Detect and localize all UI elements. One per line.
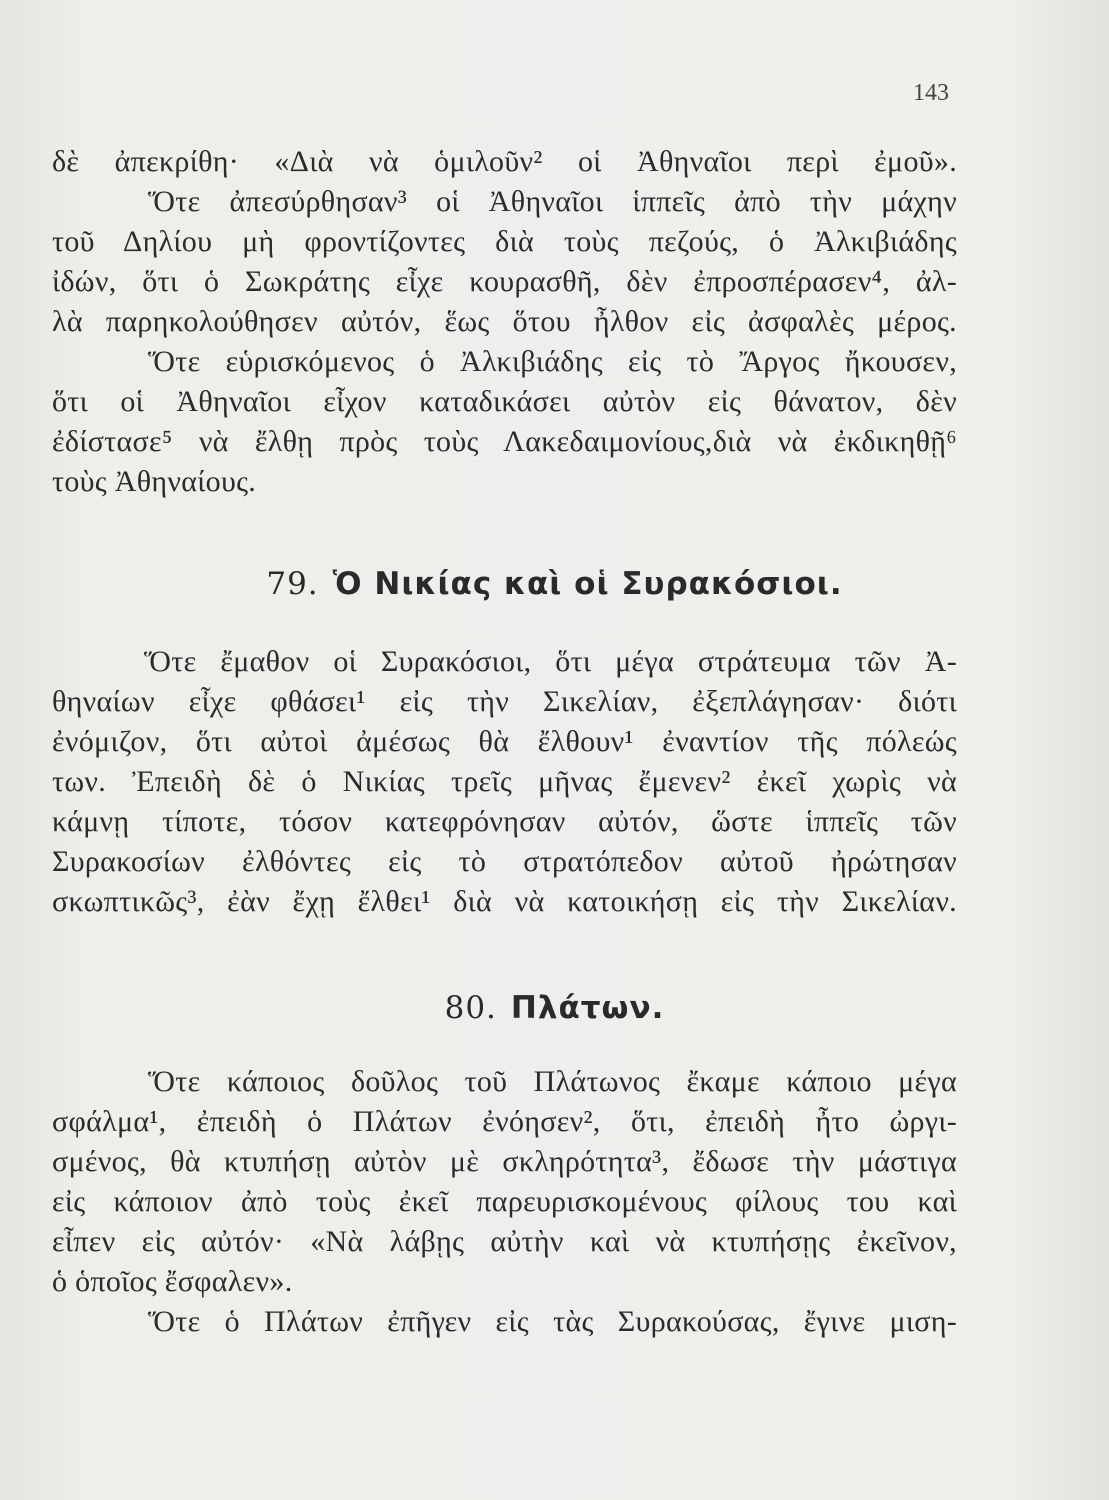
text-line: Συρακοσίων ἐλθόντες εἰς τὸ στρατόπεδον αὐτοῦ ἠρώτησαν xyxy=(52,845,957,878)
text-line: τοῦ Δηλίου μὴ φροντίζοντες διὰ τοὺς πεζούς, ὁ Ἀλκιβιάδης xyxy=(52,225,957,258)
text-line: σμένος, θὰ κτυπήσῃ αὐτὸν μὲ σκληρότητα³, ἔδωσε τὴν μάστιγα xyxy=(52,1145,957,1178)
text-line: κάμνῃ τίποτε, τόσον κατεφρόνησαν αὐτόν, ὥστε ἱππεῖς τῶν xyxy=(52,805,957,838)
text-line: εἰς κάποιον ἀπὸ τοὺς ἐκεῖ παρευρισκομένους φίλους του καὶ xyxy=(52,1185,957,1218)
text-line: Ὅτε κάποιος δοῦλος τοῦ Πλάτωνος ἔκαμε κάποιο μέγα xyxy=(148,1065,957,1098)
text-line: εἶπεν εἰς αὐτόν· «Νὰ λάβῃς αὐτὴν καὶ νὰ κτυπήσῃς ἐκεῖνον, xyxy=(52,1225,957,1258)
text-line: Ὅτε ἔμαθον οἱ Συρακόσιοι, ὅτι μέγα στράτευμα τῶν Ἀ- xyxy=(144,645,957,678)
section-number: 79. xyxy=(266,566,319,602)
text-line: τοὺς Ἀθηναίους. xyxy=(52,465,257,498)
text-line: σκωπτικῶς³, ἐὰν ἔχῃ ἔλθει¹ διὰ νὰ κατοικήσῃ εἰς τὴν Σικελίαν. xyxy=(52,885,957,918)
text-line: Ὅτε ὁ Πλάτων ἐπῆγεν εἰς τὰς Συρακούσας, ἔγινε μιση- xyxy=(148,1305,957,1338)
text-line: Ὅτε εὑρισκόμενος ὁ Ἀλκιβιάδης εἰς τὸ Ἄργος ἤκουσεν, xyxy=(148,345,957,378)
section-heading xyxy=(0,564,1109,604)
text-line: σφάλμα¹, ἐπειδὴ ὁ Πλάτων ἐνόησεν², ὅτι, ἐπειδὴ ἦτο ὠργι- xyxy=(52,1105,957,1138)
text-line: ὅτι οἱ Ἀθηναῖοι εἶχον καταδικάσει αὐτὸν εἰς θάνατον, δὲν xyxy=(52,385,957,418)
text-line: ἐδίστασε⁵ νὰ ἔλθῃ πρὸς τοὺς Λακεδαιμονίους,διὰ νὰ ἐκδικηθῇ⁶ xyxy=(52,425,957,458)
text-line: Ὅτε ἀπεσύρθησαν³ οἱ Ἀθηναῖοι ἱππεῖς ἀπὸ τὴν μάχην xyxy=(148,185,957,218)
section-heading xyxy=(0,988,1109,1028)
text-line: ὁ ὁποῖος ἔσφαλεν». xyxy=(52,1265,293,1298)
page-number: 143 xyxy=(913,80,949,106)
text-line: δὲ ἀπεκρίθη· «Διὰ νὰ ὁμιλοῦν² οἱ Ἀθηναῖοι περὶ ἐμοῦ». xyxy=(52,145,957,178)
text-line: λὰ παρηκολούθησεν αὐτόν, ἕως ὅτου ἦλθον εἰς ἀσφαλὲς μέρος. xyxy=(52,305,957,338)
text-line: των. Ἐπειδὴ δὲ ὁ Νικίας τρεῖς μῆνας ἔμενεν² ἐκεῖ χωρὶς νὰ xyxy=(52,765,957,798)
section-title: Πλάτων. xyxy=(510,990,665,1026)
text-line: θηναίων εἶχε φθάσει¹ εἰς τὴν Σικελίαν, ἐξεπλάγησαν· διότι xyxy=(52,685,957,718)
section-number: 80. xyxy=(444,990,497,1026)
text-line: ἰδών, ὅτι ὁ Σωκράτης εἶχε κουρασθῆ, δὲν ἐπροσπέρασεν⁴, ἀλ- xyxy=(52,265,957,298)
section-title: Ὁ Νικίας καὶ οἱ Συρακόσιοι. xyxy=(332,566,843,602)
text-line: ἐνόμιζον, ὅτι αὐτοὶ ἀμέσως θὰ ἔλθουν¹ ἐναντίον τῆς πόλεώς xyxy=(52,725,957,758)
